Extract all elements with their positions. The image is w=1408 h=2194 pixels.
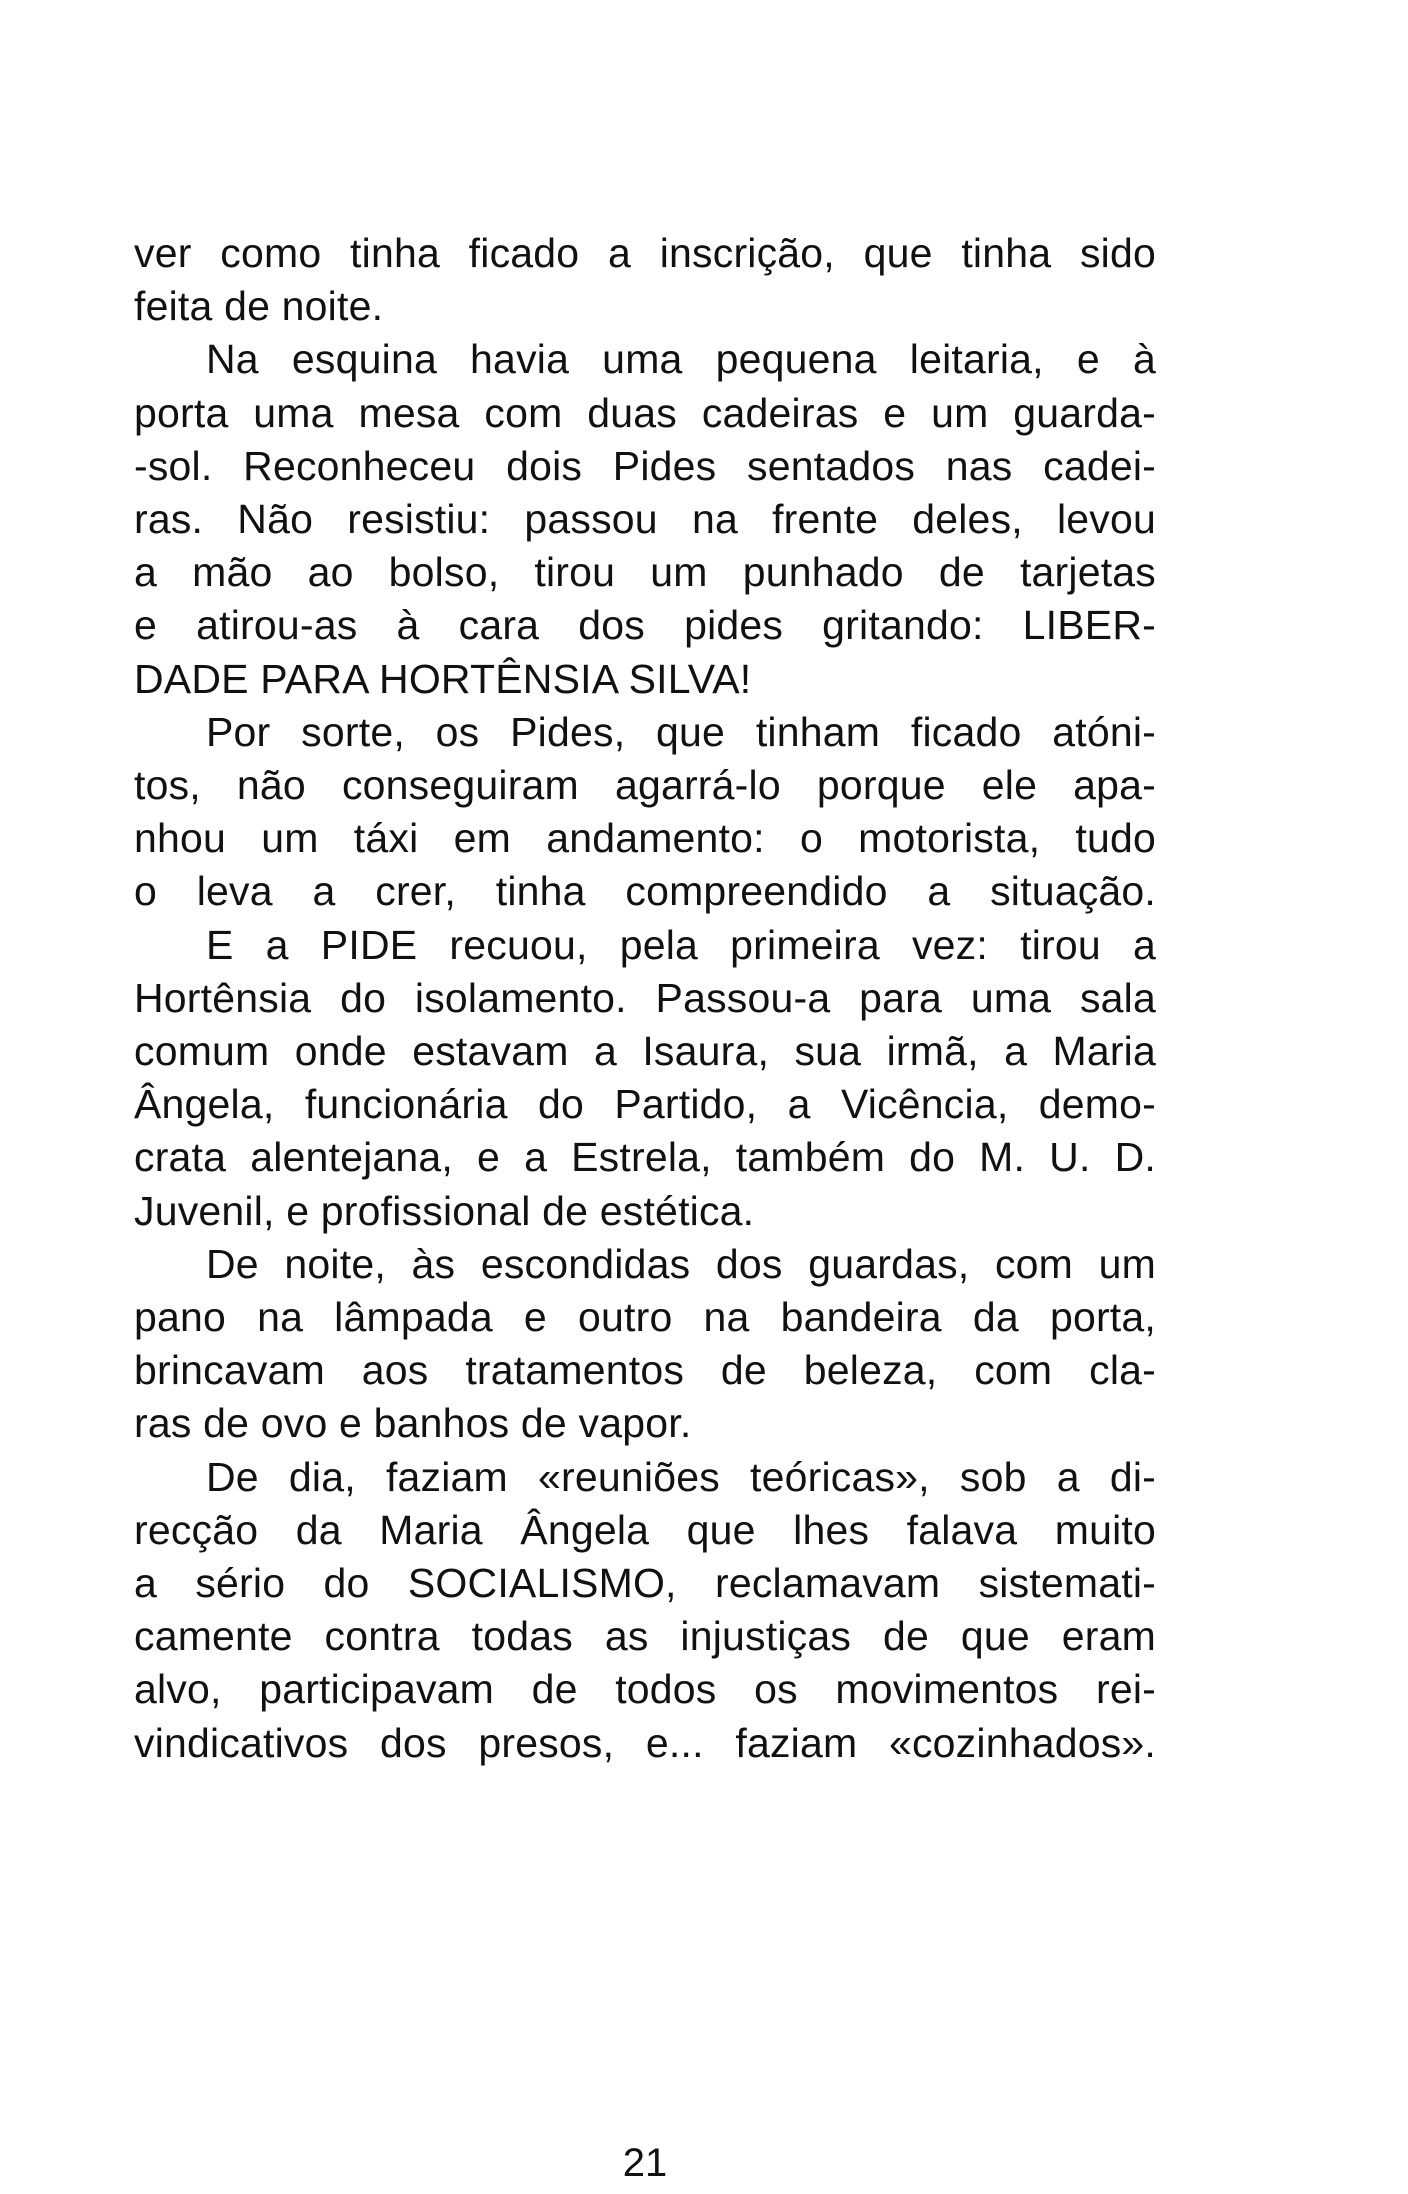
text-line: brincavam aos tratamentos de beleza, com cla-	[134, 1347, 1156, 1394]
text-line: Ângela, funcionária do Partido, a Vicência, demo-	[134, 1081, 1156, 1128]
text-line: Hortênsia do isolamento. Passou-a para uma sala	[134, 974, 1156, 1021]
text-line: vindicativos dos presos, e... faziam «cozinhados».	[134, 1719, 1156, 1766]
text-line: E a PIDE recuou, pela primeira vez: tirou a	[206, 921, 1156, 968]
text-line: alvo, participavam de todos os movimentos rei-	[134, 1666, 1156, 1713]
text-line: ras de ovo e banhos de vapor.	[134, 1400, 692, 1447]
text-line: DADE PARA HORTÊNSIA SILVA!	[134, 655, 752, 702]
text-line: porta uma mesa com duas cadeiras e um guarda-	[134, 389, 1156, 436]
text-line: crata alentejana, e a Estrela, também do M. U. D.	[134, 1134, 1156, 1181]
text-line: feita de noite.	[134, 283, 384, 330]
text-line: nhou um táxi em andamento: o motorista, tudo	[134, 815, 1156, 862]
text-line: tos, não conseguiram agarrá-lo porque ele apa-	[134, 762, 1156, 808]
text-line: Por sorte, os Pides, que tinham ficado atóni-	[206, 708, 1156, 755]
text-line: ver como tinha ficado a inscrição, que tinha sido	[134, 230, 1156, 276]
text-line: recção da Maria Ângela que lhes falava muito	[134, 1506, 1156, 1553]
text-line: pano na lâmpada e outro na bandeira da porta,	[134, 1294, 1156, 1340]
text-line: comum onde estavam a Isaura, sua irmã, a Maria	[134, 1028, 1156, 1074]
page-number: 21	[622, 2141, 668, 2185]
text-line: De dia, faziam «reuniões teóricas», sob a di-	[206, 1453, 1156, 1500]
text-line: Na esquina havia uma pequena leitaria, e à	[206, 336, 1156, 383]
text-line: a mão ao bolso, tirou um punhado de tarjetas	[134, 549, 1156, 596]
text-line: a sério do SOCIALISMO, reclamavam sistemati-	[134, 1560, 1156, 1606]
text-line: -sol. Reconheceu dois Pides sentados nas cadei-	[134, 442, 1156, 489]
text-line: Juvenil, e profissional de estética.	[134, 1187, 755, 1234]
text-line: camente contra todas as injustiças de que eram	[134, 1613, 1156, 1660]
text-line: e atirou-as à cara dos pides gritando: LIBER-	[134, 602, 1156, 649]
text-line: De noite, às escondidas dos guardas, com um	[206, 1240, 1156, 1287]
text-line: ras. Não resistiu: passou na frente deles, levou	[134, 496, 1156, 542]
text-line: o leva a crer, tinha compreendido a situação.	[134, 868, 1156, 915]
